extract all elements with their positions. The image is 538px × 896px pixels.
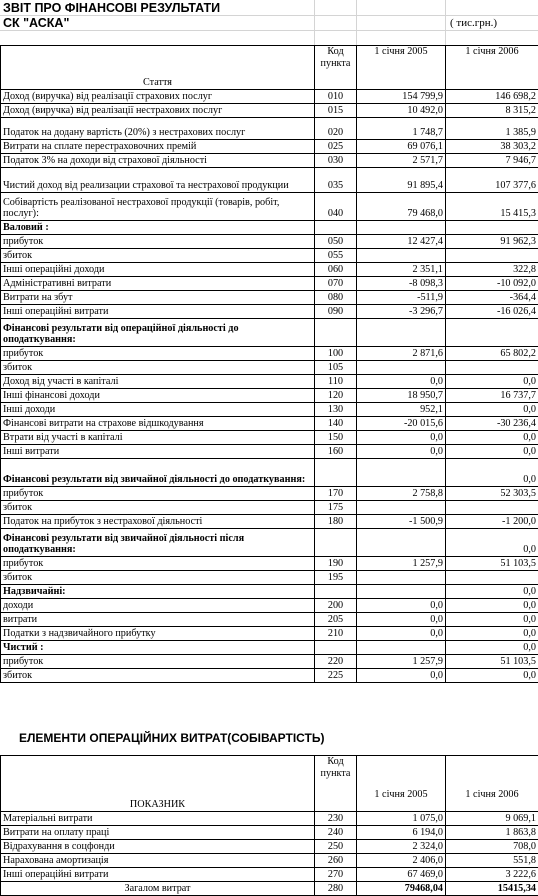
value-2005: -20 015,6	[357, 417, 446, 431]
row-code: 250	[315, 840, 357, 854]
value-2006: 9 069,1	[446, 812, 538, 826]
value-2005: 0,0	[357, 599, 446, 613]
value-2005: 0,0	[357, 431, 446, 445]
value-2005	[357, 249, 446, 263]
value-2006	[446, 361, 538, 375]
table-row	[1, 459, 538, 487]
row-label: Матеріальні витрати	[1, 812, 315, 826]
row-code: 190	[315, 557, 357, 571]
value-2005: 154 799,9	[357, 90, 446, 104]
row-label: Інші фінансові доходи	[1, 389, 315, 403]
value-2005	[357, 501, 446, 515]
table-row	[1, 154, 538, 168]
row-code: 015	[315, 104, 357, 118]
unit-label: ( тис.грн.)	[450, 17, 497, 29]
row-code: 260	[315, 854, 357, 868]
row-code: 170	[315, 487, 357, 501]
table-row	[1, 826, 538, 840]
grid-line	[0, 30, 538, 31]
row-label: Фінансові результати від звичайної діяльності після оподаткування:	[1, 529, 315, 557]
row-code: 270	[315, 868, 357, 882]
value-2005	[357, 529, 446, 557]
value-2006	[446, 249, 538, 263]
row-code: 195	[315, 571, 357, 585]
value-2006: 0,0	[446, 431, 538, 445]
row-label: Відрахування в соцфонди	[1, 840, 315, 854]
row-code: 040	[315, 193, 357, 221]
value-2006: -1 200,0	[446, 515, 538, 529]
value-2006: 7 946,7	[446, 154, 538, 168]
value-2005: -8 098,3	[357, 277, 446, 291]
table-row	[1, 431, 538, 445]
value-2006: 38 303,2	[446, 140, 538, 154]
value-2005: 1 748,7	[357, 118, 446, 140]
column-header-2006: 1 січня 2006	[446, 46, 538, 90]
table-row	[1, 305, 538, 319]
row-label: збиток	[1, 571, 315, 585]
column-header-2005: 1 січня 2005	[357, 756, 446, 812]
value-2006: 1 863,8	[446, 826, 538, 840]
value-2006: 0,0	[446, 669, 538, 683]
row-label: Фінансові результати від операційної діяльності до оподаткування:	[1, 319, 315, 347]
column-header-2005: 1 січня 2005	[357, 46, 446, 90]
table-row	[1, 291, 538, 305]
value-2005: 0,0	[357, 669, 446, 683]
table-row	[1, 655, 538, 669]
value-2005: -511,9	[357, 291, 446, 305]
table-row	[1, 529, 538, 557]
table-row	[1, 868, 538, 882]
company-name: СК "АСКА"	[3, 16, 69, 30]
row-code: 055	[315, 249, 357, 263]
row-label: Доход (виручка) від реалізації нестрахових послуг	[1, 104, 315, 118]
row-code: 020	[315, 118, 357, 140]
column-header-2006: 1 січня 2006	[446, 756, 538, 812]
table-row	[1, 669, 538, 683]
value-2006: -30 236,4	[446, 417, 538, 431]
table-row	[1, 613, 538, 627]
value-2006: 0,0	[446, 459, 538, 487]
value-2006: 0,0	[446, 627, 538, 641]
value-2006: 708,0	[446, 840, 538, 854]
row-code: 230	[315, 812, 357, 826]
value-2005: 2 871,6	[357, 347, 446, 361]
row-code	[315, 319, 357, 347]
row-code: 070	[315, 277, 357, 291]
table-row	[1, 627, 538, 641]
row-label: Податок 3% на доходи від страхової діяльності	[1, 154, 315, 168]
value-2006	[446, 221, 538, 235]
row-code	[315, 641, 357, 655]
table-header-row	[1, 756, 538, 812]
row-label: Собівартість реалізованої нестрахової продукції (товарів, робіт, послуг):	[1, 193, 315, 221]
row-label: Інші операційні витрати	[1, 305, 315, 319]
table-row	[1, 118, 538, 140]
value-2006: -16 026,4	[446, 305, 538, 319]
table-header-row	[1, 46, 538, 90]
table-row	[1, 585, 538, 599]
row-label: Інші операційні доходи	[1, 263, 315, 277]
row-code: 080	[315, 291, 357, 305]
table-row	[1, 571, 538, 585]
row-label: Доход від участі в капіталі	[1, 375, 315, 389]
row-code: 240	[315, 826, 357, 840]
value-2005: 67 469,0	[357, 868, 446, 882]
table-row	[1, 854, 538, 868]
section-title: ЕЛЕМЕНТИ ОПЕРАЦІЙНИХ ВИТРАТ(СОБІВАРТІСТЬ)	[19, 731, 325, 745]
row-code: 035	[315, 168, 357, 193]
column-header-item: Стаття	[1, 46, 315, 90]
row-label: збиток	[1, 501, 315, 515]
row-label: Витрати на сплате перестраховочних премій	[1, 140, 315, 154]
total-2005: 79468,04	[357, 882, 446, 896]
value-2005: 2 758,8	[357, 487, 446, 501]
table-row	[1, 515, 538, 529]
row-label: Чистий доход від реализации страхової та нестрахової продукции	[1, 168, 315, 193]
total-2006: 15415,34	[446, 882, 538, 896]
value-2005: 0,0	[357, 445, 446, 459]
row-code: 175	[315, 501, 357, 515]
row-code	[315, 221, 357, 235]
row-label: Податок на додану вартість (20%) з нестрахових послуг	[1, 118, 315, 140]
row-code: 200	[315, 599, 357, 613]
row-code: 050	[315, 235, 357, 249]
value-2006: 16 737,7	[446, 389, 538, 403]
value-2006: 1 385,9	[446, 118, 538, 140]
value-2005: -1 500,9	[357, 515, 446, 529]
report-title: ЗВІТ ПРО ФІНАНСОВІ РЕЗУЛЬТАТИ	[3, 1, 220, 15]
value-2005: 12 427,4	[357, 235, 446, 249]
value-2006: 65 802,2	[446, 347, 538, 361]
value-2005: 91 895,4	[357, 168, 446, 193]
table-row	[1, 277, 538, 291]
row-code: 025	[315, 140, 357, 154]
value-2005: 1 257,9	[357, 557, 446, 571]
row-label: Адміністративні витрати	[1, 277, 315, 291]
table-row	[1, 375, 538, 389]
table-row	[1, 501, 538, 515]
row-label: збиток	[1, 361, 315, 375]
value-2006: 0,0	[446, 403, 538, 417]
column-header-indicator: ПОКАЗНИК	[1, 756, 315, 812]
row-code: 140	[315, 417, 357, 431]
table-row	[1, 487, 538, 501]
column-header-code: Код пункта	[315, 756, 357, 812]
grid-line	[0, 15, 538, 16]
row-label: Інші витрати	[1, 445, 315, 459]
row-label: прибуток	[1, 235, 315, 249]
value-2005: 2 571,7	[357, 154, 446, 168]
value-2005: 2 406,0	[357, 854, 446, 868]
table-row	[1, 840, 538, 854]
value-2005: 0,0	[357, 613, 446, 627]
row-code: 160	[315, 445, 357, 459]
value-2005	[357, 319, 446, 347]
value-2006: -10 092,0	[446, 277, 538, 291]
row-code: 130	[315, 403, 357, 417]
row-label: Втрати від участі в капіталі	[1, 431, 315, 445]
value-2006: 15 415,3	[446, 193, 538, 221]
row-code: 180	[315, 515, 357, 529]
table-row	[1, 263, 538, 277]
value-2006: 322,8	[446, 263, 538, 277]
row-label: Податок на прибуток з нестрахової діяльності	[1, 515, 315, 529]
row-code: 205	[315, 613, 357, 627]
row-code	[315, 459, 357, 487]
total-label: Загалом витрат	[1, 882, 315, 896]
row-label: прибуток	[1, 487, 315, 501]
value-2006	[446, 319, 538, 347]
table-row	[1, 599, 538, 613]
value-2006: 8 315,2	[446, 104, 538, 118]
row-code: 010	[315, 90, 357, 104]
row-label: збиток	[1, 249, 315, 263]
value-2005: 1 075,0	[357, 812, 446, 826]
table-row	[1, 140, 538, 154]
value-2005: 6 194,0	[357, 826, 446, 840]
row-label: прибуток	[1, 655, 315, 669]
row-code: 060	[315, 263, 357, 277]
value-2006: 0,0	[446, 613, 538, 627]
operating-costs-table	[0, 755, 538, 896]
row-code: 225	[315, 669, 357, 683]
value-2006: -364,4	[446, 291, 538, 305]
row-code: 090	[315, 305, 357, 319]
row-label: Фінансові витрати на страхове відшкодування	[1, 417, 315, 431]
value-2005	[357, 585, 446, 599]
table-row	[1, 403, 538, 417]
value-2006: 107 377,6	[446, 168, 538, 193]
row-label: Витрати на збут	[1, 291, 315, 305]
row-label: прибуток	[1, 347, 315, 361]
table-row	[1, 641, 538, 655]
table-row	[1, 347, 538, 361]
table-row	[1, 235, 538, 249]
row-label: Витрати на оплату праці	[1, 826, 315, 840]
value-2005: 2 351,1	[357, 263, 446, 277]
total-code: 280	[315, 882, 357, 896]
table-row	[1, 445, 538, 459]
value-2005: 0,0	[357, 375, 446, 389]
value-2006: 0,0	[446, 445, 538, 459]
value-2005	[357, 221, 446, 235]
value-2005	[357, 361, 446, 375]
row-label: прибуток	[1, 557, 315, 571]
value-2006: 52 303,5	[446, 487, 538, 501]
total-row	[1, 882, 538, 896]
table-row	[1, 249, 538, 263]
value-2006	[446, 571, 538, 585]
row-code: 110	[315, 375, 357, 389]
row-code	[315, 529, 357, 557]
table-row	[1, 557, 538, 571]
row-label: Нарахована амортизація	[1, 854, 315, 868]
value-2006: 551,8	[446, 854, 538, 868]
row-label: Доход (виручка) від реалізації страхових послуг	[1, 90, 315, 104]
value-2005: 2 324,0	[357, 840, 446, 854]
table-row	[1, 168, 538, 193]
row-label: Чистий :	[1, 641, 315, 655]
value-2005	[357, 641, 446, 655]
row-label: доходи	[1, 599, 315, 613]
row-code: 220	[315, 655, 357, 669]
value-2005: -3 296,7	[357, 305, 446, 319]
row-label: Фінансові результати від звичайної діяльності до оподаткування:	[1, 459, 315, 487]
row-code: 100	[315, 347, 357, 361]
row-code: 030	[315, 154, 357, 168]
row-label: збиток	[1, 669, 315, 683]
value-2005: 952,1	[357, 403, 446, 417]
value-2006: 3 222,6	[446, 868, 538, 882]
value-2006: 0,0	[446, 375, 538, 389]
table-row	[1, 90, 538, 104]
table-row	[1, 812, 538, 826]
row-code: 120	[315, 389, 357, 403]
table-row	[1, 221, 538, 235]
value-2005: 1 257,9	[357, 655, 446, 669]
value-2006: 0,0	[446, 529, 538, 557]
row-label: Інші доходи	[1, 403, 315, 417]
value-2005: 18 950,7	[357, 389, 446, 403]
row-label: витрати	[1, 613, 315, 627]
value-2006	[446, 501, 538, 515]
value-2005	[357, 459, 446, 487]
table-row	[1, 417, 538, 431]
value-2006: 0,0	[446, 641, 538, 655]
value-2006: 0,0	[446, 585, 538, 599]
row-code: 105	[315, 361, 357, 375]
table-row	[1, 319, 538, 347]
table-row	[1, 193, 538, 221]
row-code: 210	[315, 627, 357, 641]
table-row	[1, 389, 538, 403]
value-2006: 0,0	[446, 599, 538, 613]
value-2006: 146 698,2	[446, 90, 538, 104]
value-2005	[357, 571, 446, 585]
table-row	[1, 104, 538, 118]
row-label: Податки з надзвичайного прибутку	[1, 627, 315, 641]
value-2005: 69 076,1	[357, 140, 446, 154]
value-2005: 10 492,0	[357, 104, 446, 118]
row-code	[315, 585, 357, 599]
value-2005: 79 468,0	[357, 193, 446, 221]
row-label: Інші операційні витрати	[1, 868, 315, 882]
row-code: 150	[315, 431, 357, 445]
value-2005: 0,0	[357, 627, 446, 641]
value-2006: 51 103,5	[446, 557, 538, 571]
row-label: Валовий :	[1, 221, 315, 235]
financial-results-table	[0, 45, 538, 683]
table-row	[1, 361, 538, 375]
value-2006: 91 962,3	[446, 235, 538, 249]
row-label: Надзвичайні:	[1, 585, 315, 599]
value-2006: 51 103,5	[446, 655, 538, 669]
column-header-code: Код пункта	[315, 46, 357, 90]
